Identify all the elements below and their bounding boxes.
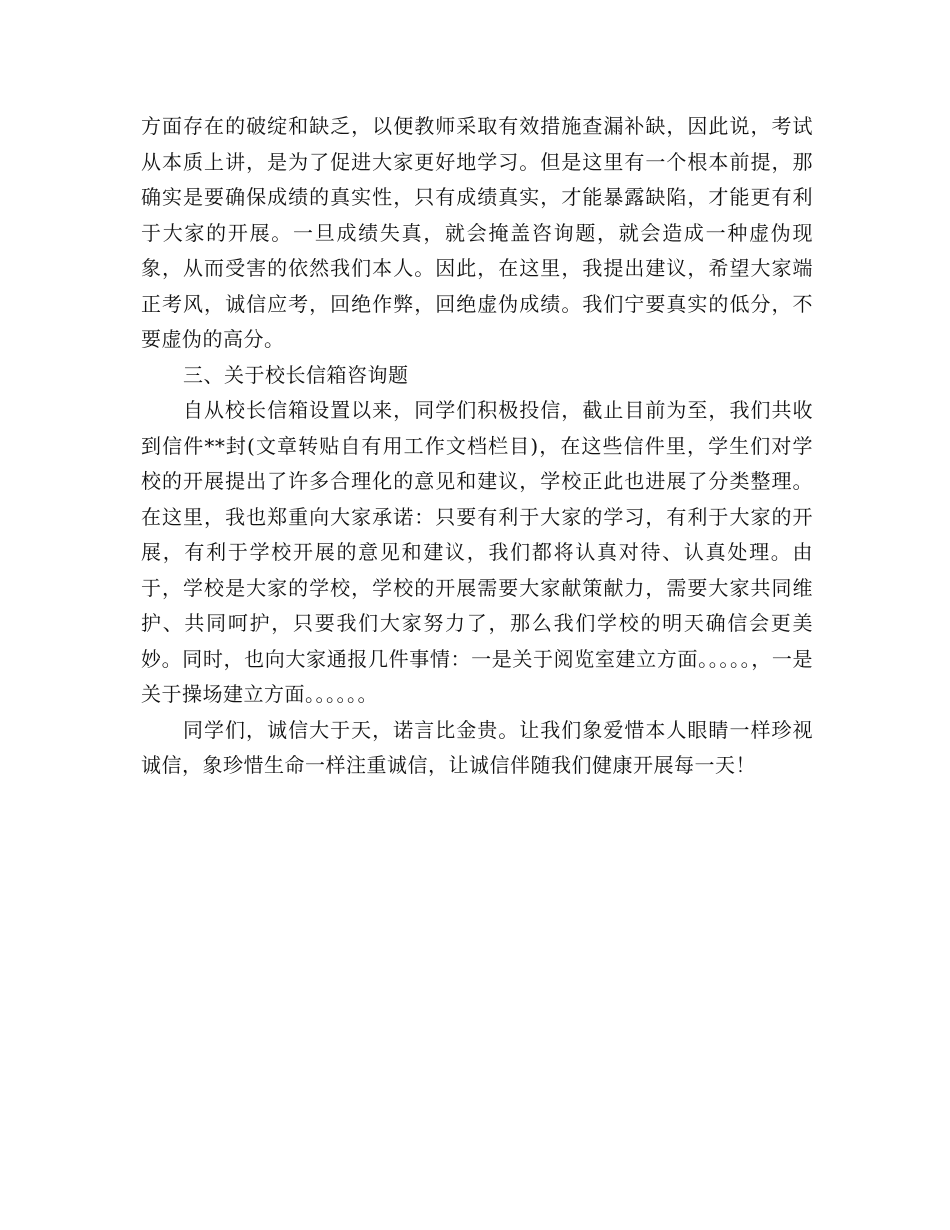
paragraph-continued: 方面存在的破绽和缺乏，以便教师采取有效措施查漏补缺，因此说，考试从本质上讲，是为了促进大家更好地学习。但是这里有一个根本前提，那确实是要确保成绩的真实性，只有成绩真实，才能暴露缺陷，才能更有利于大家的开展。一旦成绩失真，就会掩盖咨询题，就会造成一种虚伪现象，从而受害的依然我们本人。因此，在这里，我提出建议，希望大家端正考风，诚信应考，回绝作弊，回绝虚伪成绩。我们宁要真实的低分，不要虚伪的高分。 [141,114,813,351]
paragraph-mailbox: 自从校长信箱设置以来，同学们积极投信，截止目前为至，我们共收到信件**封(文章转贴自有用工作文档栏目)，在这些信件里，学生们对学校的开展提出了许多合理化的意见和建议，学校正此也进展了分类整理。在这里，我也郑重向大家承诺：只要有利于大家的学习，有利于大家的开展，有利于学校开展的意见和建议，我们都将认真对待、认真处理。由于，学校是大家的学校，学校的开展需要大家献策献力，需要大家共同维护、共同呵护，只要我们大家努力了，那么我们学校的明天确信会更美妙。同时，也向大家通报几件事情：一是关于阅览室建立方面。。。。。，一是关于操场建立方面。。。。。。 [141,398,813,706]
paragraph-closing: 同学们，诚信大于天，诺言比金贵。让我们象爱惜本人眼睛一样珍视诚信，象珍惜生命一样注重诚信，让诚信伴随我们健康开展每一天！ [141,717,813,777]
document-body [141,109,813,784]
section-heading: 三、关于校长信箱咨询题 [183,362,409,387]
